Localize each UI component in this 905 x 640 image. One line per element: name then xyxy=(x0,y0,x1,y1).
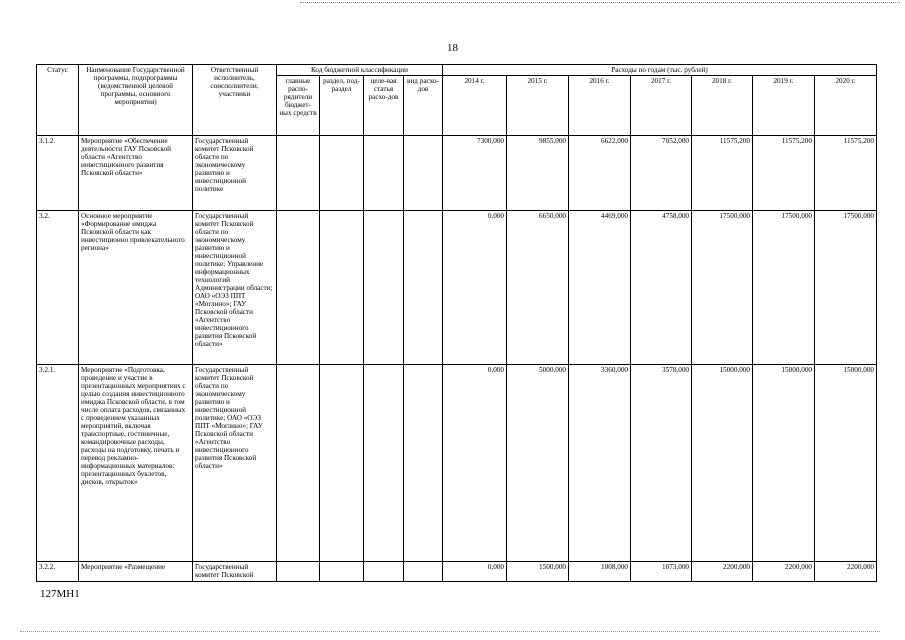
table-row xyxy=(37,365,877,562)
page-number: 18 xyxy=(447,42,458,54)
budget-cell xyxy=(364,562,404,582)
value-cell: 15000,000 xyxy=(692,365,753,562)
header-budget-col: главные распо-рядители бюджет-ных средств xyxy=(277,76,320,136)
value-cell: 1073,000 xyxy=(631,562,692,582)
budget-cell xyxy=(320,365,364,562)
value-cell: 7300,000 xyxy=(443,136,507,211)
row-name: Мероприятие «Подготовка, проведение и участие в презентационных мероприятиях с целью создания инвестиционного имиджа Псковской области, в том числе оплата расходов, связанных с проведением указанных мероприятий, включая транспортные, гостиничные, командировочные расходы, расходы на подготовку, печать и перевод рекламно-информационных материалов: презентационных буклетов, дисков, открыток» xyxy=(79,365,193,562)
row-name: Мероприятие «Обеспечение деятельности ГАУ Псковской области «Агентство инвестиционного развития Псковской области» xyxy=(79,136,193,211)
value-cell: 7052,000 xyxy=(631,136,692,211)
budget-cell xyxy=(277,562,320,582)
table-row xyxy=(37,136,877,211)
value-cell: 6622,000 xyxy=(569,136,631,211)
budget-cell xyxy=(320,136,364,211)
budget-cell xyxy=(320,562,364,582)
budget-cell xyxy=(277,136,320,211)
scan-artifact-bottom xyxy=(20,631,880,632)
header-budget-col: раздел, под-раздел xyxy=(320,76,364,136)
budget-cell xyxy=(404,365,443,562)
scan-artifact-top xyxy=(300,2,900,3)
value-cell: 4469,000 xyxy=(569,211,631,365)
value-cell: 11575,200 xyxy=(692,136,753,211)
value-cell: 3578,000 xyxy=(631,365,692,562)
row-executor: Государственный комитет Псковской xyxy=(193,562,277,582)
row-name: Основное мероприятие «Формирование имиджа Псковской области как инвестиционно привлекательного региона» xyxy=(79,211,193,365)
row-name: Мероприятие «Размещение xyxy=(79,562,193,582)
value-cell: 0,000 xyxy=(443,365,507,562)
row-status: 3.2. xyxy=(37,211,79,365)
budget-cell xyxy=(364,136,404,211)
header-name: Наименование Государственной программы, подпрограммы (ведомственной целевой программы, основного мероприятия) xyxy=(79,65,193,136)
header-year: 2018 г. xyxy=(692,76,753,136)
budget-table xyxy=(36,64,877,582)
header-status: Статус xyxy=(37,65,79,136)
value-cell: 17500,000 xyxy=(692,211,753,365)
value-cell: 6650,000 xyxy=(507,211,569,365)
value-cell: 0,000 xyxy=(443,562,507,582)
header-year: 2015 г. xyxy=(507,76,569,136)
value-cell: 3360,000 xyxy=(569,365,631,562)
header-year: 2017 г. xyxy=(631,76,692,136)
budget-cell xyxy=(364,211,404,365)
value-cell: 2200,000 xyxy=(753,562,815,582)
value-cell: 9855,000 xyxy=(507,136,569,211)
row-executor: Государственный комитет Псковской области по экономическому развитию и инвестиционной политике; Управление информационных технологий Администрации области; ОАО «ОЭЗ ППТ «Моглино»; ГАУ Псковской области «Агентство инвестиционного развития Псковской области» xyxy=(193,211,277,365)
row-executor: Государственный комитет Псковской области по экономическому развитию и инвестиционной политике xyxy=(193,136,277,211)
header-row-1 xyxy=(37,65,877,76)
table-row xyxy=(37,211,877,365)
header-expenses: Расходы по годам (тыс. рублей) xyxy=(443,65,877,76)
header-executor: Ответственный исполнитель, соисполнители, участники xyxy=(193,65,277,136)
budget-cell xyxy=(404,136,443,211)
table-row xyxy=(37,562,877,582)
footer-code: 127МН1 xyxy=(40,588,80,600)
value-cell: 4758,000 xyxy=(631,211,692,365)
budget-cell xyxy=(364,365,404,562)
value-cell: 2200,000 xyxy=(815,562,877,582)
value-cell: 1500,000 xyxy=(507,562,569,582)
value-cell: 11575,200 xyxy=(753,136,815,211)
budget-cell xyxy=(320,211,364,365)
value-cell: 15000,000 xyxy=(753,365,815,562)
budget-cell xyxy=(404,211,443,365)
budget-cell xyxy=(277,365,320,562)
row-status: 3.2.2. xyxy=(37,562,79,582)
row-status: 3.2.1. xyxy=(37,365,79,562)
value-cell: 1008,000 xyxy=(569,562,631,582)
value-cell: 5000,000 xyxy=(507,365,569,562)
value-cell: 15000,000 xyxy=(815,365,877,562)
row-status: 3.1.2. xyxy=(37,136,79,211)
value-cell: 0,000 xyxy=(443,211,507,365)
row-executor: Государственный комитет Псковской области по экономическому развитию и инвестиционной политике; ОАО «ОЭЗ ППТ «Моглино»; ГАУ Псковской области «Агентство инвестиционного развития Псковской области» xyxy=(193,365,277,562)
budget-cell xyxy=(404,562,443,582)
value-cell: 17500,000 xyxy=(815,211,877,365)
header-budget-code: Код бюджетной классификации xyxy=(277,65,443,76)
value-cell: 2200,000 xyxy=(692,562,753,582)
header-budget-col: целе-вая статья расхо-дов xyxy=(364,76,404,136)
header-budget-col: вид расхо-дов xyxy=(404,76,443,136)
header-year: 2014 г. xyxy=(443,76,507,136)
value-cell: 11575,200 xyxy=(815,136,877,211)
budget-cell xyxy=(277,211,320,365)
header-year: 2016 г. xyxy=(569,76,631,136)
value-cell: 17500,000 xyxy=(753,211,815,365)
header-year: 2020 г. xyxy=(815,76,877,136)
header-year: 2019 г. xyxy=(753,76,815,136)
